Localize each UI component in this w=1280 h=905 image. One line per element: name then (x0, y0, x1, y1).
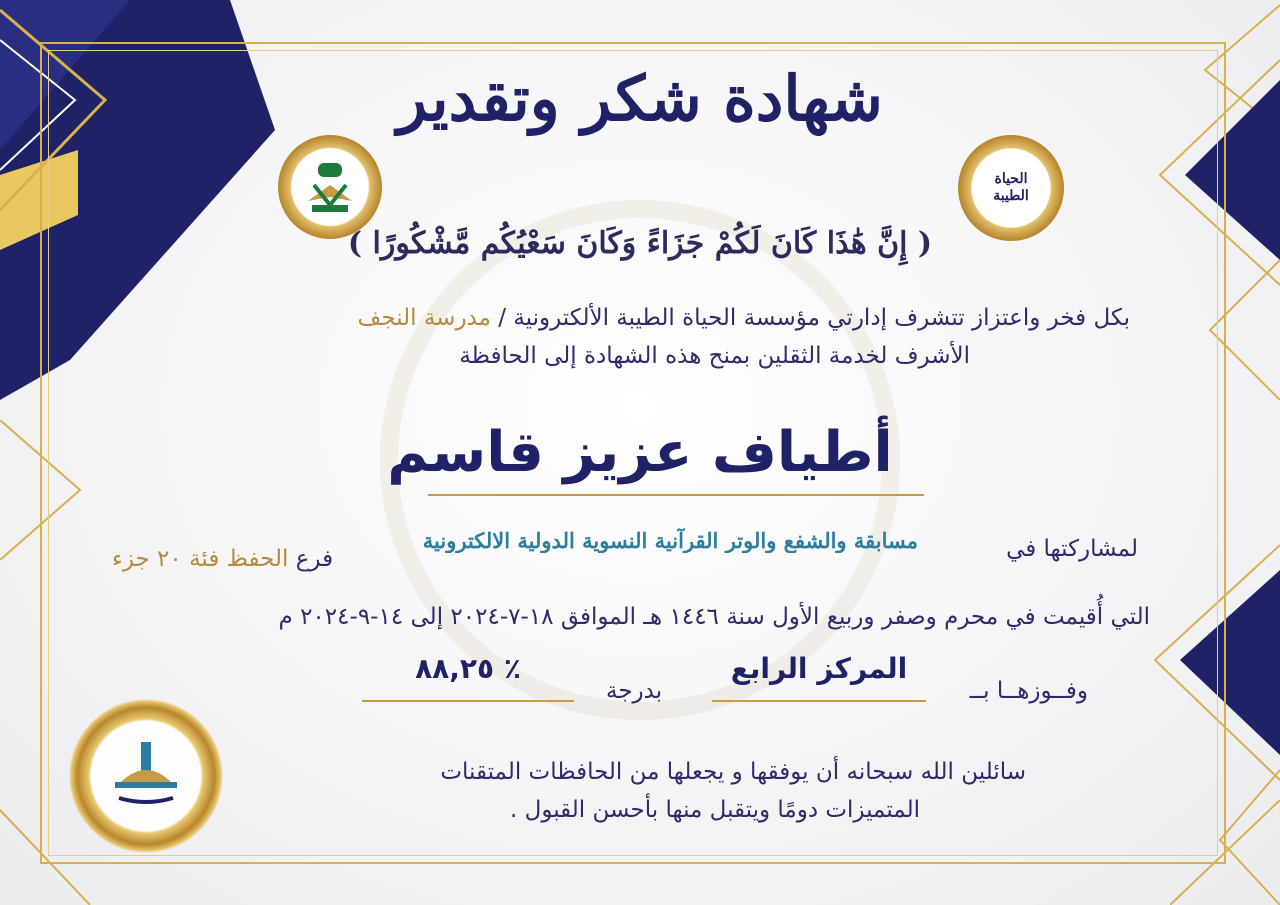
branch-line (112, 546, 333, 572)
category-value: ٢٠ جزء (112, 546, 182, 572)
closing-line-2: المتميزات دومًا ويتقبل منها بأحسن القبول . (510, 797, 920, 823)
branch-label: فرع (295, 546, 334, 572)
certificate-title: شهادة شكر وتقدير (397, 62, 883, 135)
intro-line-2 (160, 338, 970, 374)
intro-line-1 (150, 300, 1130, 336)
hayat-tayyiba-logo-text: الحياة الطيبة (993, 171, 1029, 204)
branch-name: الحفظ (226, 546, 289, 572)
rank-underline (712, 700, 926, 702)
quran-verse: ( إِنَّ هَٰذَا كَانَ لَكُمْ جَزَاءً وَكَانَ سَعْيُكُم مَّشْكُورًا ) (347, 226, 933, 261)
competition-name: مسابقة والشفع والوتر القرآنية النسوية الدولية الالكترونية (422, 528, 918, 553)
score-underline (362, 700, 574, 702)
score-value: ٨٨,٢٥ ٪ (415, 652, 521, 685)
foundation-logo-left (278, 135, 382, 239)
winning-label: وفــوزهــا بــ (969, 678, 1088, 704)
intro-school-name: مدرسة النجف (357, 305, 491, 331)
rank-value: المركز الرابع (730, 652, 908, 685)
mosque-emblem-icon (101, 736, 191, 816)
intro-text-2: الأشرف لخدمة الثقلين بمنح هذه الشهادة إلى الحافظة (459, 343, 970, 369)
quran-emblem-icon (300, 157, 360, 217)
recipient-name-underline (428, 494, 924, 496)
dates-line: التي أُقيمت في محرم وصفر وربيع الأول سنة ١٤٤٦ هـ الموافق ١٨-٧-٢٠٢٤ إلى ١٤-٩-٢٠٢٤ م (278, 604, 1150, 630)
intro-text: بكل فخر واعتزاز تتشرف إدارتي مؤسسة الحياة الطيبة الألكترونية / (490, 305, 1130, 331)
score-label: بدرجة (606, 678, 663, 704)
participation-label: لمشاركتها في (1006, 536, 1138, 562)
category-label: فئة (189, 546, 220, 572)
wal-shafi-walwatr-logo (58, 688, 234, 864)
recipient-name: أطياف عزيز قاسم (387, 420, 893, 485)
closing-line-1: سائلين الله سبحانه أن يوفقها و يجعلها من الحافظات المتقنات (440, 759, 1026, 785)
